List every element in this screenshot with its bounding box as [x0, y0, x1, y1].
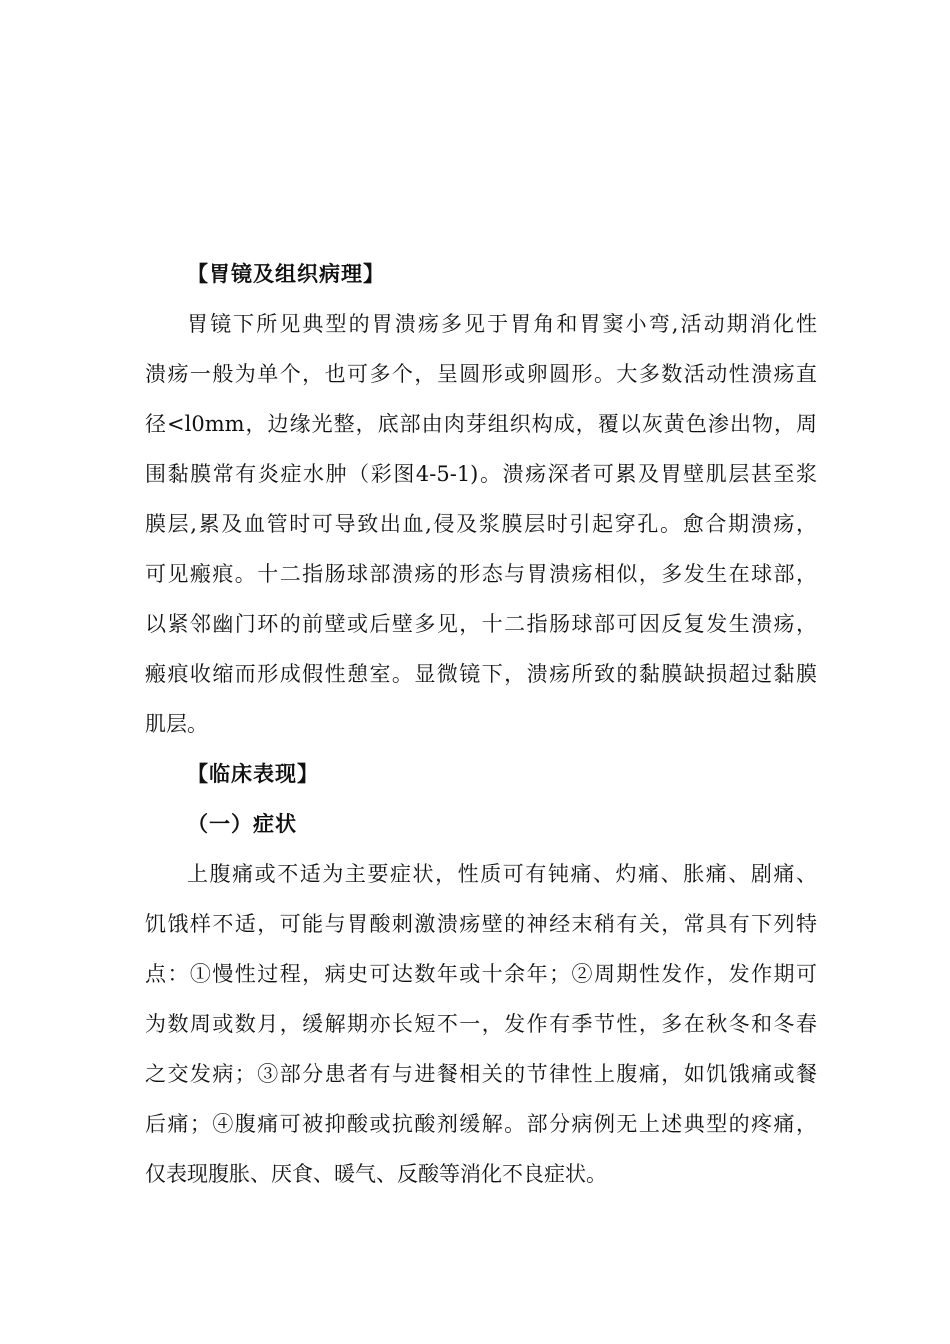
- paragraph-line: 以紧邻幽门环的前壁或后壁多见，十二指肠球部可因反复发生溃疡，: [145, 612, 817, 636]
- paragraph-line: 上腹痛或不适为主要症状，性质可有钝痛、灼痛、胀痛、剧痛、: [187, 862, 817, 886]
- paragraph-line: 为数周或数月，缓解期亦长短不一，发作有季节性，多在秋冬和冬春: [145, 1012, 817, 1036]
- section-heading-gastroscopy: 【胃镜及组织病理】: [187, 262, 385, 286]
- paragraph-line: 瘢痕收缩而形成假性憩室。显微镜下，溃疡所致的黏膜缺损超过黏膜: [145, 662, 817, 686]
- subheading-symptoms: （一）症状: [187, 812, 297, 836]
- paragraph-line: 之交发病；③部分患者有与进餐相关的节律性上腹痛，如饥饿痛或餐: [145, 1062, 817, 1086]
- paragraph-line: 肌层。: [145, 712, 208, 736]
- paragraph-line: 径<l0mm，边缘光整，底部由肉芽组织构成，覆以灰黄色渗出物，周: [145, 412, 817, 436]
- paragraph-line: 后痛；④腹痛可被抑酸或抗酸剂缓解。部分病例无上述典型的疼痛，: [145, 1112, 817, 1136]
- paragraph-line: 点：①慢性过程，病史可达数年或十余年；②周期性发作，发作期可: [145, 962, 817, 986]
- document-body: [145, 249, 817, 1199]
- paragraph-symptoms: [145, 849, 817, 1199]
- paragraph-line: 溃疡一般为单个，也可多个，呈圆形或卵圆形。大多数活动性溃疡直: [145, 362, 817, 386]
- paragraph-gastroscopy: [145, 299, 817, 749]
- paragraph-line: 膜层,累及血管时可导致出血,侵及浆膜层时引起穿孔。愈合期溃疡，: [145, 512, 817, 536]
- paragraph-line: 仅表现腹胀、厌食、暖气、反酸等消化不良症状。: [145, 1162, 607, 1186]
- paragraph-line: 饥饿样不适，可能与胃酸刺激溃疡壁的神经末稍有关，常具有下列特: [145, 912, 817, 936]
- paragraph-line: 围黏膜常有炎症水肿（彩图4-5-1)。溃疡深者可累及胃壁肌层甚至浆: [145, 462, 817, 486]
- paragraph-line: 胃镜下所见典型的胃溃疡多见于胃角和胃窦小弯,活动期消化性: [187, 312, 817, 336]
- section-heading-clinical: 【临床表现】: [187, 762, 319, 786]
- paragraph-line: 可见瘢痕。十二指肠球部溃疡的形态与胃溃疡相似，多发生在球部，: [145, 562, 817, 586]
